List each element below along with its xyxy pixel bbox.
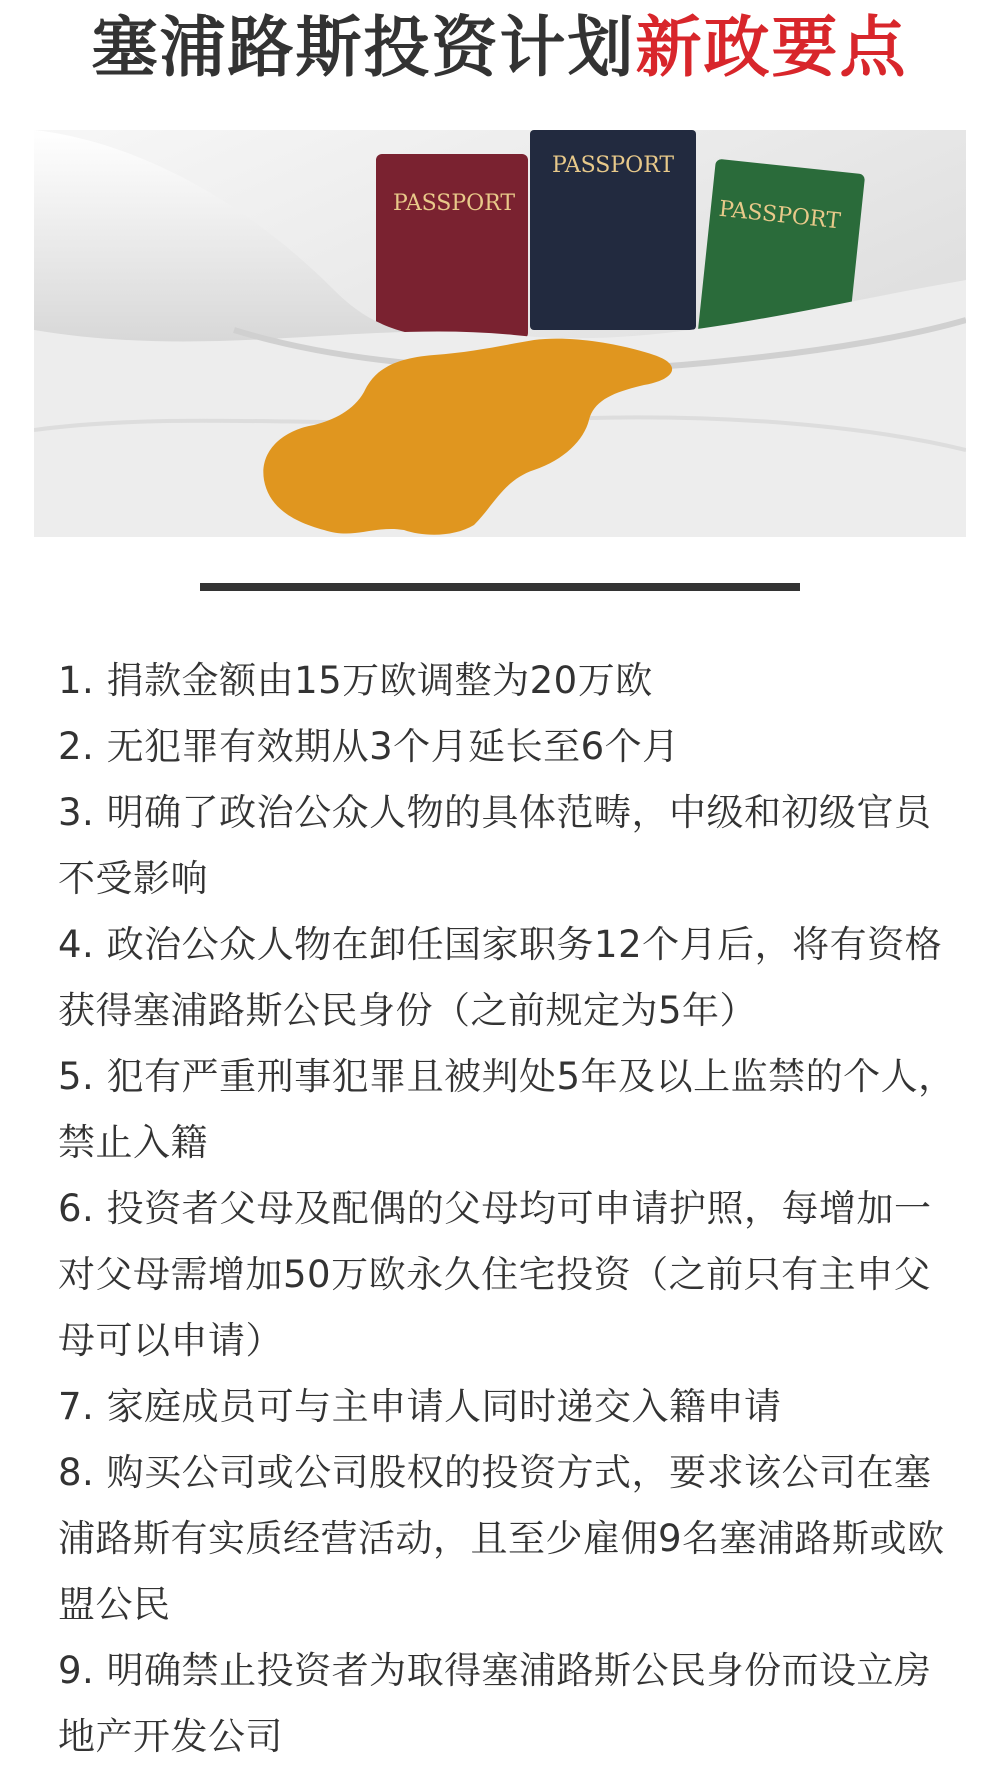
section-divider (200, 583, 800, 591)
policy-point: 4. 政治公众人物在卸任国家职务12个月后，将有资格获得塞浦路斯公民身份（之前规定为5年） (58, 923, 943, 1032)
policy-point: 5. 犯有严重刑事犯罪且被判处5年及以上监禁的个人，禁止入籍 (58, 1055, 956, 1164)
page-title (0, 6, 999, 90)
passport-navy-label: PASSPORT (551, 153, 675, 178)
title-part-main: 塞浦路斯投资计划 (91, 9, 636, 86)
policy-point: 3. 明确了政治公众人物的具体范畴，中级和初级官员不受影响 (58, 791, 932, 900)
passport-green-label: PASSPORT (717, 196, 842, 235)
cyprus-passport-banner (34, 130, 966, 537)
passport-red-label: PASSPORT (392, 191, 516, 216)
policy-point: 6. 投资者父母及配偶的父母均可申请护照，每增加一对父母需增加50万欧永久住宅投资（之前只有主申父母可以申请） (58, 1187, 932, 1362)
policy-point: 7. 家庭成员可与主申请人同时递交入籍申请 (58, 1385, 782, 1428)
banner-illustration (34, 130, 966, 537)
policy-point: 2. 无犯罪有效期从3个月延长至6个月 (58, 725, 680, 768)
policy-point: 9. 明确禁止投资者为取得塞浦路斯公民身份而设立房地产开发公司 (58, 1649, 932, 1758)
title-part-highlight: 新政要点 (635, 9, 908, 86)
policy-points-list (58, 648, 958, 1770)
policy-point: 8. 购买公司或公司股权的投资方式，要求该公司在塞浦路斯有实质经营活动，且至少雇佣9名塞浦路斯或欧盟公民 (58, 1451, 945, 1626)
policy-point: 1. 捐款金额由15万欧调整为20万欧 (58, 659, 653, 702)
